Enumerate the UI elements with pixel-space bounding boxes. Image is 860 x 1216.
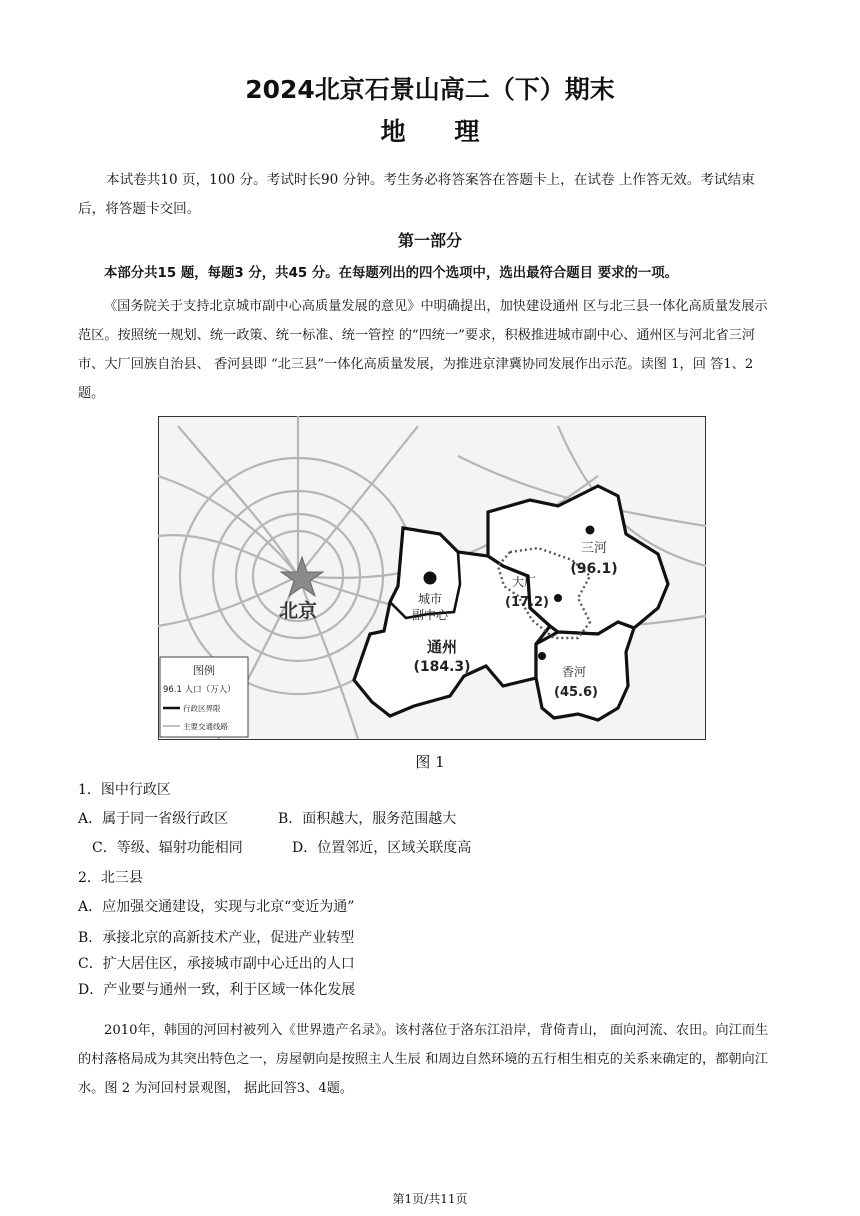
- label-xianghe: 香河: [561, 665, 587, 679]
- label-beijing: 北京: [278, 600, 318, 622]
- label-subcenter-2: 副中心: [411, 608, 449, 622]
- question-2-option-d: D．产业要与通州一致，利于区域一体化发展: [78, 982, 356, 998]
- question-1-option-c: C．等级、辐射功能相同: [92, 840, 243, 856]
- intro-paragraph: 本试卷共10 页，100 分。考试时长90 分钟。考生务必将答案答在答题卡上，在试卷 上作答无效。考试结束后，将答题卡交回。: [78, 172, 755, 217]
- label-tongzhou-pop: (184.3): [413, 659, 471, 675]
- question-2-option-b: B．承接北京的高新技术产业，促进产业转型: [78, 930, 355, 946]
- map-graphic: [158, 416, 706, 740]
- question-1-option-d: D．位置邻近，区域关联度高: [292, 840, 472, 856]
- question-2-stem: 2．北三县: [78, 870, 143, 886]
- section-instruction: 本部分共15 题，每题3 分，共45 分。在每题列出的四个选项中，选出最符合题目 要求的一项。: [104, 266, 679, 281]
- map-figure: [158, 416, 706, 740]
- question-2-option-a: A．应加强交通建设，实现与北京“变近为通”: [78, 899, 355, 915]
- section-heading: 第一部分: [397, 231, 462, 250]
- legend-title: 图例: [193, 664, 215, 677]
- subject-title: 地 理: [380, 117, 480, 146]
- legend-population: 96.1 人口（万人）: [163, 685, 236, 695]
- label-sanhe-pop: (96.1): [570, 561, 618, 577]
- xianghe-dot-icon: [538, 652, 546, 660]
- legend-road: 主要交通线路: [183, 722, 228, 731]
- legend-boundary: 行政区界限: [183, 704, 221, 713]
- subcenter-dot-icon: [424, 572, 437, 585]
- label-dachang: 大厂: [511, 575, 537, 589]
- question-1-stem: 1．图中行政区: [78, 782, 171, 798]
- label-sanhe: 三河: [580, 541, 608, 556]
- label-dachang-pop: (17.2): [505, 595, 549, 610]
- label-xianghe-pop: (45.6): [554, 685, 598, 700]
- label-tongzhou: 通州: [426, 638, 458, 656]
- page-title: 2024北京石景山高二（下）期末: [245, 75, 615, 104]
- sanhe-dot-icon: [586, 526, 595, 535]
- label-subcenter-1: 城市: [417, 592, 443, 606]
- passage-paragraph: 《国务院关于支持北京城市副中心高质量发展的意见》中明确提出，加快建设通州 区与北三县一体化高质量发展示范区。按照统一规划、统一政策、统一标准、统一管控 的“四统一”要求，积极推进城市副中心、通州区与河北省三河市、大厂回族自治县、 香河县即 “北三县”一体化高质量发展，为推进京津冀协同发展作出示范。读图 1，回 答1、2 题。: [78, 299, 768, 401]
- question-1-option-a: A．属于同一省级行政区: [78, 811, 229, 827]
- page-footer: 第1页/共11页: [392, 1192, 468, 1206]
- map-legend: [160, 657, 248, 737]
- passage-2-paragraph: 2010年，韩国的河回村被列入《世界遗产名录》。该村落位于洛东江沿岸，背倚青山， 面向河流、农田。向江而生的村落格局成为其突出特色之一，房屋朝向是按照主人生辰 和周边自然环境的五行相生相克的关系来确定的，都朝向江水。图 2 为河回村景观图， 据此回答3、4题。: [78, 1023, 769, 1096]
- dachang-dot-icon: [554, 594, 562, 602]
- question-2-option-c: C．扩大居住区，承接城市副中心迁出的人口: [78, 956, 355, 972]
- figure-caption: 图 1: [415, 753, 445, 771]
- question-1-option-b: B．面积越大，服务范围越大: [278, 811, 457, 827]
